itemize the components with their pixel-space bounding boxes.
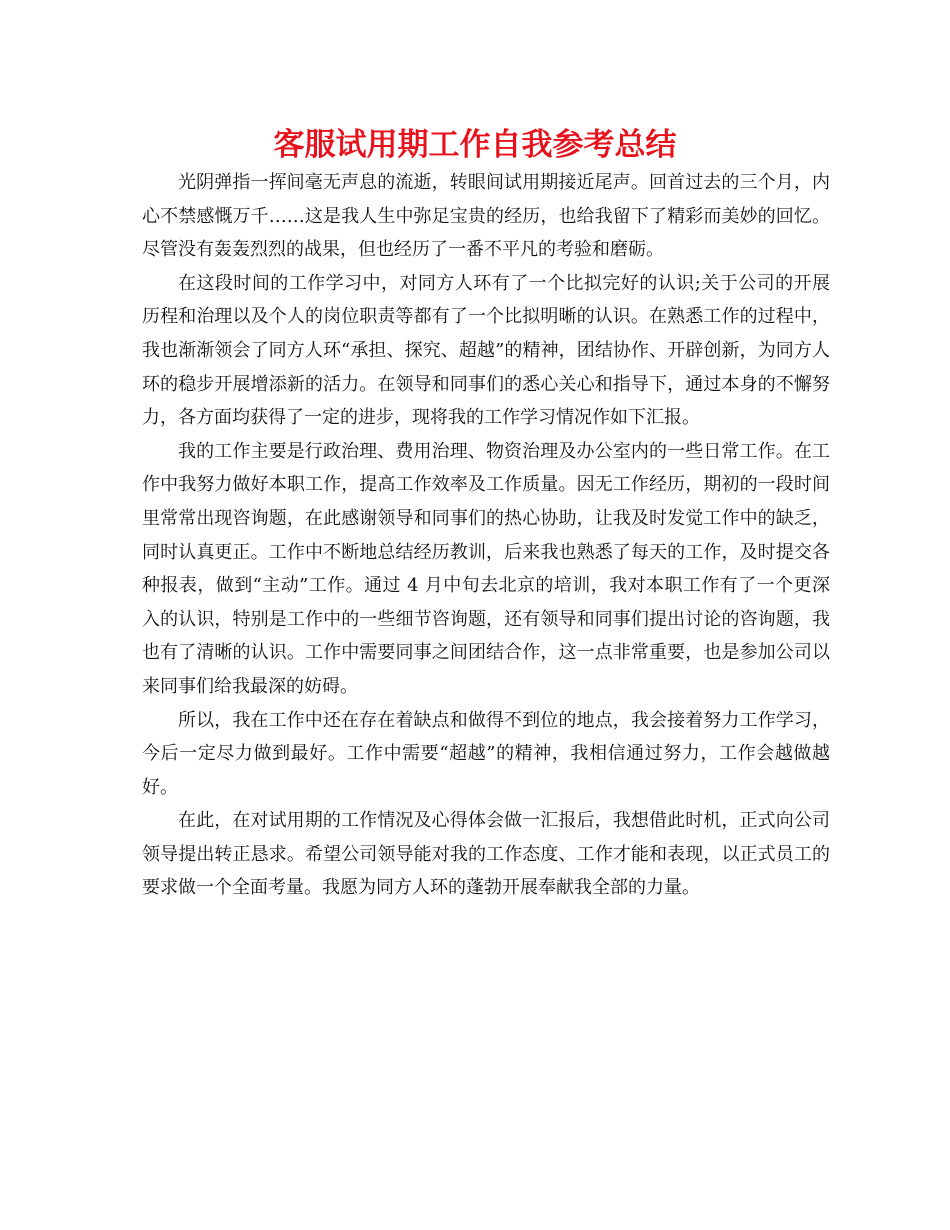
paragraph-1: 光阴弹指一挥间毫无声息的流逝，转眼间试用期接近尾声。回首过去的三个月，内心不禁感慨万千……这是我人生中弥足宝贵的经历，也给我留下了精彩而美妙的回忆。尽管没有轰轰烈烈的战果，但也经历了一番不平凡的考验和磨砺。 [142,172,830,261]
paragraph-4: 所以，我在工作中还在存在着缺点和做得不到位的地点，我会接着努力工作学习，今后一定尽力做到最好。工作中需要“超越”的精神，我相信通过努力，工作会越做越好。 [142,709,830,798]
document-title: 客服试用期工作自我参考总结 [273,127,677,163]
document-body [142,166,830,905]
paragraph-5: 在此，在对试用期的工作情况及心得体会做一汇报后，我想借此时机，正式向公司领导提出转正恳求。希望公司领导能对我的工作态度、工作才能和表现，以正式员工的要求做一个全面考量。我愿为同方人环的蓬勃开展奉献我全部的力量。 [142,810,830,899]
paragraph-2: 在这段时间的工作学习中，对同方人环有了一个比拟完好的认识;关于公司的开展历程和治理以及个人的岗位职责等都有了一个比拟明晰的认识。在熟悉工作的过程中，我也渐渐领会了同方人环“承担、探究、超越”的精神，团结协作、开辟创新，为同方人环的稳步开展增添新的活力。在领导和同事们的悉心关心和指导下，通过本身的不懈努力，各方面均获得了一定的进步，现将我的工作学习情况作如下汇报。 [142,272,830,429]
paragraph-3: 我的工作主要是行政治理、费用治理、物资治理及办公室内的一些日常工作。在工作中我努力做好本职工作，提高工作效率及工作质量。因无工作经历，期初的一段时间里常常出现咨询题，在此感谢领导和同事们的热心协助，让我及时发觉工作中的缺乏，同时认真更正。工作中不断地总结经历教训，后来我也熟悉了每天的工作，及时提交各种报表，做到“主动”工作。通过 4 月中旬去北京的培训，我对本职工作有了一个更深入的认识，特别是工作中的一些细节咨询题，还有领导和同事们提出讨论的咨询题，我也有了清晰的认识。工作中需要同事之间团结合作，这一点非常重要，也是参加公司以来同事们给我最深的妨碍。 [142,440,830,697]
